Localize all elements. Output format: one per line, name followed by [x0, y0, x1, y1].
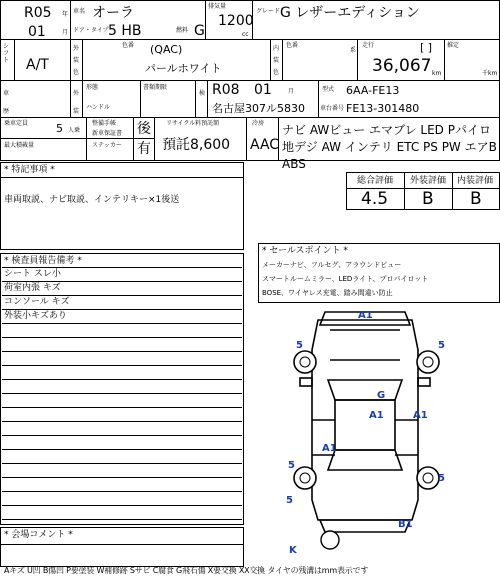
inspector-note-4: 外装小キズあり [4, 311, 67, 321]
roof [335, 400, 395, 450]
color-label: 色番 [122, 42, 135, 49]
exterior-score: B [422, 189, 434, 209]
new-warranty-label: 新車保証書 [92, 130, 123, 137]
mark-right-door: A1 [413, 410, 428, 421]
warranty-value: 後 [137, 121, 151, 137]
door-type: 5 HB [108, 23, 142, 39]
equipment-line-2: 地デジ AW インテリ ETC PS PW エアB [282, 140, 497, 154]
mark-right-front-wheel: 5 [438, 340, 445, 351]
vehicle-history-label: 車歴 [3, 90, 10, 115]
cc-unit: cc [242, 31, 249, 38]
exterior-score-label: 外装評価 [410, 176, 447, 186]
mark-right-rear-wheel: 5 [438, 473, 445, 484]
fuel: G [194, 23, 205, 39]
mark-front: A1 [358, 310, 373, 321]
frame-label: 車台番号 [320, 105, 345, 112]
license-plate: 名古屋307ル5830 [212, 102, 305, 115]
interior-score-label: 内装評価 [457, 176, 494, 186]
fuel-label: 燃料 [176, 27, 189, 34]
inspector-note-2: 荷室内張 キズ [4, 283, 61, 293]
mileage-unit-2: 千km [482, 70, 498, 77]
gen-label: 検 [199, 90, 206, 97]
car-name: オーラ [92, 5, 134, 21]
year-label: 年 [62, 11, 69, 18]
mileage-bracket: [ ] [420, 41, 433, 54]
sales-points-title: * セールスポイント * [262, 246, 348, 256]
month-label: 月 [62, 29, 69, 36]
displacement: 1200 [218, 13, 254, 29]
mileage: 36,067 [372, 56, 432, 76]
type-code-label: 型式 [322, 86, 335, 93]
warranty-label: 整備手帳 [92, 120, 117, 127]
inspection-label: 推定 [447, 42, 460, 49]
mark-roof: G [377, 390, 386, 401]
mileage-label: 走行 [362, 42, 375, 49]
inspector-notes-title: * 検査員報告備考 * [4, 256, 82, 266]
interior-label: 内装色 [273, 45, 280, 76]
ac-value: AAC [250, 137, 280, 153]
handle-label: ハンドル [86, 104, 111, 111]
front-left-wheel [294, 351, 316, 373]
shift-label: シフト [3, 43, 10, 64]
grade-label: グレード [256, 8, 281, 15]
mark-spare: 5 [286, 495, 293, 506]
shift: A/T [26, 57, 49, 73]
mark-center: A1 [369, 410, 384, 421]
color-name: パールホワイト [145, 62, 222, 75]
load-label: 最大積載量 [4, 142, 35, 149]
left-mirror [300, 378, 312, 386]
mark-left-front-wheel: 5 [296, 340, 303, 351]
inspection-year: R08 [212, 82, 240, 98]
exterior-label: 外装色 [73, 45, 80, 76]
inspector-note-3: コンソール キズ [4, 297, 70, 307]
mark-rear-lower: K [289, 545, 297, 556]
capacity-label: 乗車定員 [4, 120, 29, 127]
rear-right-wheel [417, 467, 439, 489]
inspection-month: 01 [254, 82, 272, 98]
mark-rear: B1 [398, 519, 413, 530]
mark-left-rear-door: A1 [322, 443, 337, 454]
front-right-wheel [417, 351, 439, 373]
legend: Aキズ U凹 B傷凹 P要塗装 W補修跡 Sサビ C腐食 G飛石傷 X要交換 XX交換 タイヤの残溝はmm表示です [4, 566, 369, 575]
windshield [328, 380, 402, 400]
frame-number: FE13-301480 [346, 102, 420, 115]
recycle-label: リサイクル料預託額 [166, 120, 220, 127]
door-type-label: ドア・タイプ [73, 27, 109, 34]
equipment-line-1: ナビ AWビュー エマブレ LED Pパイロ [282, 123, 491, 137]
recycle-value: 預託8,600 [162, 137, 231, 153]
equipment-line-3: ABS [282, 157, 306, 171]
color-code-suffix: 系 [350, 47, 357, 54]
spare-wheel [321, 531, 339, 549]
rear-window [328, 450, 402, 470]
ext-label: 外装 [73, 90, 80, 115]
inspection-month-label: 月 [288, 88, 295, 95]
mileage-unit: km [432, 70, 442, 77]
capacity: 5 [56, 122, 63, 135]
model-year: R05 [24, 5, 52, 21]
mark-left-rear-wheel: 5 [288, 460, 295, 471]
overall-score: 4.5 [361, 189, 389, 209]
sales-points-line-1: メーカーナビ、フルセグ、アラウンドビュー [262, 261, 402, 269]
inspector-note-1: シート スレ小 [4, 269, 61, 279]
interior-color-label: 色番 [286, 42, 299, 49]
overall-score-label: 総合評価 [357, 176, 394, 186]
sales-points-line-2: スマートルームミラー、LEDライト、プロパイロット [262, 275, 429, 283]
car-name-label: 車名 [73, 8, 86, 15]
special-notes-line-1: 車両取説、ナビ取説、インテリキー×1後送 [4, 195, 180, 205]
type-code: 6AA-FE13 [346, 84, 400, 97]
sticker-value: 有 [137, 141, 151, 157]
type-label: 形態 [86, 84, 99, 91]
special-notes-title: * 特記事項 * [4, 165, 55, 175]
form-label: 書類期限 [143, 84, 168, 91]
model-month: 01 [28, 24, 46, 40]
rear-bumper [320, 520, 410, 532]
sticker-label: ステッカー [92, 142, 122, 149]
grade: G レザーエディション [280, 5, 420, 21]
right-mirror [418, 378, 430, 386]
ac-label: 冷房 [252, 120, 265, 127]
rear-left-wheel [294, 467, 316, 489]
capacity-unit: 人乗 [68, 127, 81, 134]
sales-points-line-3: BOSE、ワイヤレス充電、踏み間違い防止 [262, 289, 393, 297]
venue-comment-title: * 会場コメント * [4, 530, 73, 540]
color-code: (QAC) [150, 43, 183, 56]
displacement-label: 排気量 [208, 3, 227, 10]
interior-score: B [470, 189, 482, 209]
